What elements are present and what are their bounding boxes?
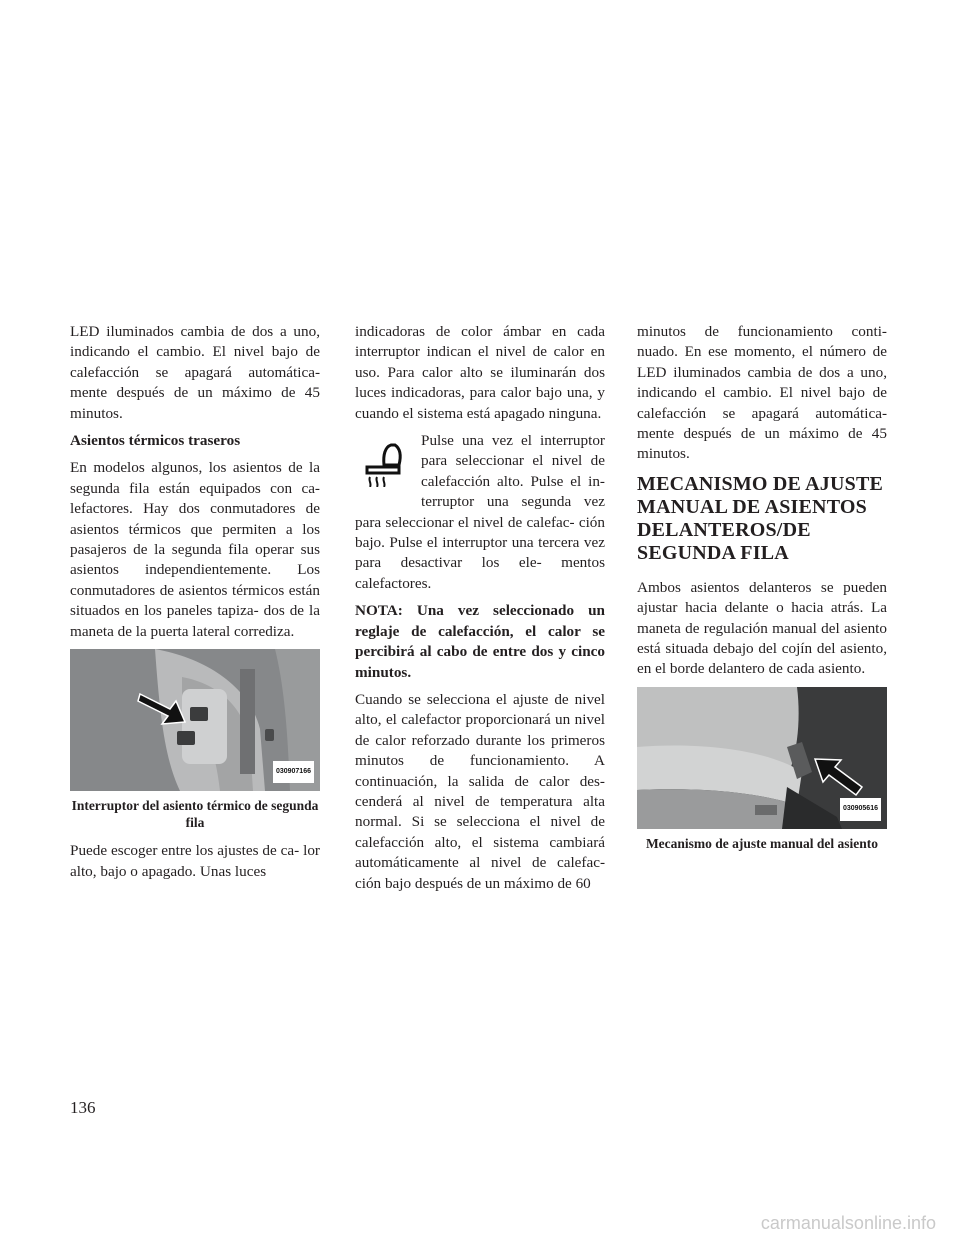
rear-heated-seat-switch-photo [70, 649, 320, 791]
paragraph: indicadoras de color ámbar en cada interruptor indican el nivel de calor en uso. Para calor alto se iluminarán dos luces indicadoras, para calor bajo una, y cuando el sistema está apagado ninguna. [355, 323, 605, 422]
section-heading: MECANISMO DE AJUSTE MANUAL DE ASIENTOS DELANTEROS/DE SEGUNDA FILA [637, 472, 884, 564]
paragraph: Puede escoger entre los ajustes de ca- lor alto, bajo o apagado. Unas luces [70, 842, 320, 880]
paragraph: Pulse una vez el interruptor para seleccionar el nivel de calefacción alto. Pulse el in- terruptor una segunda vez para seleccionar el nivel de calefac- ción bajo. Pulse el interruptor una tercera vez para desactivar los ele- mentos calefactores. [355, 432, 605, 592]
paragraph: LED iluminados cambia de dos a uno, indicando el cambio. El nivel bajo de calefacción se apagará automática- mente después de un máximo de 45 minutos. [70, 323, 320, 422]
column-2 [355, 322, 605, 901]
watermark: carmanualsonline.info [760, 1213, 936, 1233]
page-number: 136 [70, 1098, 96, 1117]
figure-code: 030905616 [840, 798, 881, 820]
paragraph: En modelos algunos, los asientos de la segunda fila están equipados con ca- lefactores. Hay dos conmutadores de asientos térmicos que permiten a los pasajeros de la segunda fila operar sus asientos independientemente. Los conmutadores de asientos térmicos están situados en los paneles tapiza- dos de la maneta de la puerta lateral corrediza. [70, 459, 320, 640]
manual-seat-adjuster-photo [637, 687, 887, 829]
figure-caption: Mecanismo de ajuste manual del asiento [645, 835, 879, 851]
paragraph: Cuando se selecciona el ajuste de nivel alto, el calefactor proporcionará un nivel de calor reforzado durante los primeros minutos de funcionamiento. A continuación, la salida de calor des- cenderá al nivel de temperatura alta normal. Si se selecciona el nivel de calefacción alto, el sistema cambiará automáticamente al nivel de calefac- ción bajo después de un máximo de 60 [355, 690, 605, 892]
section-subheading: Asientos térmicos traseros [70, 432, 241, 450]
figure-code: 030907166 [273, 761, 314, 783]
paragraph: Ambos asientos delanteros se pueden ajustar hacia delante o hacia atrás. La maneta de regulación manual del asiento está situada debajo del cojín del asiento, en el borde delantero de cada asiento. [637, 578, 887, 678]
note: NOTA: Una vez seleccionado un reglaje de calefacción, el calor se percibirá al cabo de entre dos y cinco minutos. [355, 602, 605, 681]
figure-caption: Interruptor del asiento térmico de segunda fila [71, 798, 319, 831]
paragraph: minutos de funcionamiento conti- nuado. En ese momento, el número de LED iluminados cambia de dos a uno, indicando el cambio. El nivel bajo de calefacción se apagará automática- mente después de un máximo de 45 minutos. [637, 323, 887, 463]
column-3 [637, 322, 887, 862]
heated-seat-icon [355, 433, 415, 495]
column-1 [70, 322, 320, 889]
